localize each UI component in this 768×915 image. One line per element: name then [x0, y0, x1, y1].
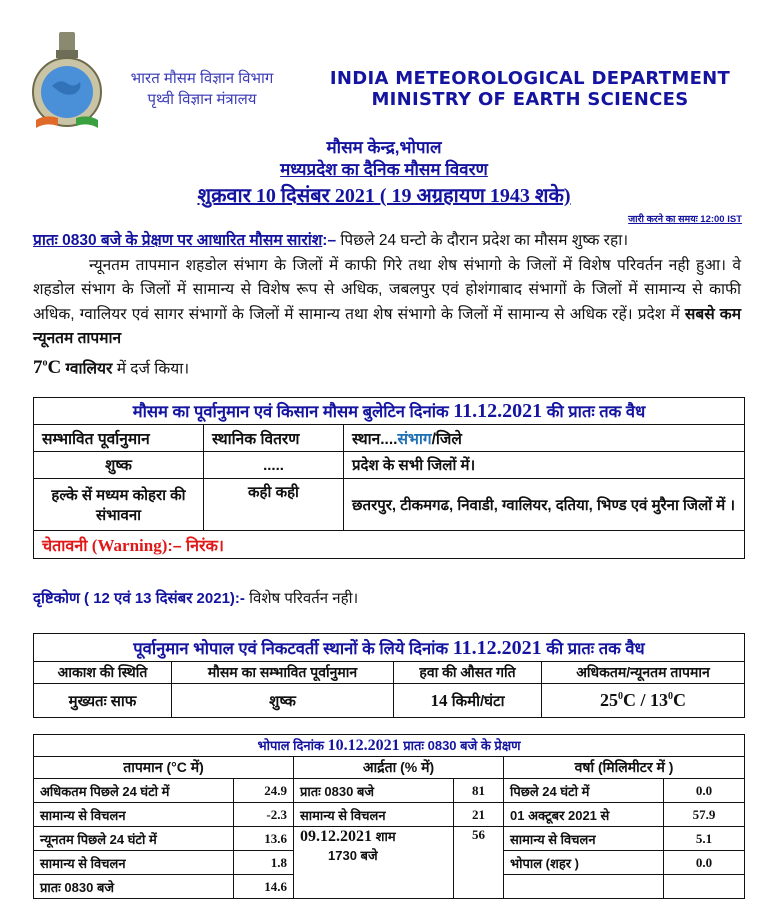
row-distribution: .....	[204, 452, 344, 479]
humidity-label: प्रातः 0830 बजे	[294, 779, 454, 803]
report-title	[0, 157, 768, 180]
warning-value: :– निरंक।	[167, 537, 224, 555]
humidity-value: 21	[454, 803, 504, 827]
rainfall-label: भोपाल (शहर )	[504, 851, 664, 875]
lowest-temp: 7$^o$C	[33, 357, 62, 379]
humidity-evening: शाम	[372, 829, 396, 844]
imd-emblem-icon	[30, 28, 104, 130]
caption-prefix: पूर्वानुमान भोपाल एवं निकटवर्ती स्थानों के लिये दिनांक	[133, 639, 453, 658]
header-district: /जिले	[431, 431, 462, 448]
bhopal-forecast-table	[33, 633, 745, 718]
warning-label: चेतावनी	[42, 537, 92, 555]
caption-suffix: की प्रातः तक वैध	[541, 639, 645, 658]
humidity-label: सामान्य से विचलन	[294, 803, 454, 827]
max-min-temp: $25^0C / 13^0C$	[542, 684, 745, 718]
observations-table	[33, 734, 745, 899]
lowest-temp-unit: C	[47, 357, 62, 379]
temp-unit: C	[622, 690, 636, 710]
english-ministry-name: MINISTRY OF EARTH SCIENCES	[371, 89, 689, 110]
caption-date: 11.12.2021	[453, 400, 543, 422]
warning-row	[34, 531, 745, 559]
caption-suffix: की प्रातः तक वैध	[542, 403, 646, 421]
temp-value: 13.6	[234, 827, 294, 851]
temp-label: सामान्य से विचलन	[34, 851, 234, 875]
english-dept-name: INDIA METEOROLOGICAL DEPARTMENT	[329, 68, 731, 89]
temp-label: प्रातः 0830 बजे	[34, 875, 234, 899]
rainfall-label: पिछले 24 घंटो में	[504, 779, 664, 803]
rainfall-value: 5.1	[664, 827, 745, 851]
row-location: प्रदेश के सभी जिलों में।	[344, 452, 745, 479]
table-row	[34, 779, 745, 803]
table-row	[34, 827, 745, 851]
table-row	[34, 479, 745, 531]
humidity-date: 09.12.2021	[300, 828, 372, 845]
report-date-text: शुक्रवार 10 दिसंबर 2021 ( 19 अग्रहायण 1943 शके)	[197, 185, 571, 207]
row-forecast: शुष्क	[34, 452, 204, 479]
forecast-table	[33, 397, 745, 559]
sky-condition: मुख्यतः साफ	[34, 684, 172, 718]
caption-prefix: भोपाल दिनांक	[257, 738, 328, 753]
outlook	[33, 588, 358, 608]
caption-date: 11.12.2021	[452, 636, 542, 659]
caption-date: 10.12.2021	[327, 737, 400, 754]
header-humidity: आर्द्रता (% में)	[294, 757, 504, 779]
header-division: संभाग	[397, 431, 432, 448]
header-location	[344, 425, 745, 452]
summary-text-1: पिछले 24 घन्टो के दौरान प्रदेश का मौसम शुष्क रहा।	[336, 232, 629, 249]
wind-unit: किमी/घंटा	[447, 692, 505, 710]
hindi-org-name	[112, 68, 292, 110]
table-row	[34, 684, 745, 718]
forecast-table-caption	[34, 398, 745, 425]
hindi-dept-name: भारत मौसम विज्ञान विभाग	[130, 70, 274, 87]
summary-text-2: न्यूनतम तापमान शहडोल संभाग के जिलों में काफी गिरे तथा शेष संभागो के जिलों में विशेष परिवर्तन नही हुआ। वे शहडोल संभाग के जिलों में सामान्य से विशेष रूप से अधिक, जबलपुर एवं होशंगाबाद संभागों के जिलों में सामान्य से काफी अधिक, ग्वालियर एवं सागर संभागों के जिलों में सामान्य तथा शेष संभागो के जिलों में सामान्य से अधिक रहें। प्रदेश में	[33, 256, 741, 323]
rainfall-label: 01 अक्टूबर 2021 से	[504, 803, 664, 827]
humidity-value: 56	[454, 827, 504, 899]
min-temp: 13	[650, 690, 668, 710]
summary-sep: :–	[322, 232, 337, 249]
outlook-label: दृष्टिकोण ( 12 एवं 13 दिसंबर 2021):-	[33, 590, 245, 607]
centre-name: मौसम केन्द्र,भोपाल	[326, 138, 442, 157]
lowest-temp-value: 7	[33, 357, 43, 379]
english-org-name	[318, 68, 742, 110]
max-temp: 25	[599, 690, 618, 710]
humidity-value: 81	[454, 779, 504, 803]
row-distribution: कही कही	[204, 479, 344, 531]
temp-value: 14.6	[234, 875, 294, 899]
temp-label: न्यूनतम पिछले 24 घंटो में	[34, 827, 234, 851]
rainfall-value: 0.0	[664, 779, 745, 803]
summary-heading: प्रातः 0830 बजे के प्रेक्षण पर आधारित मौसम सारांश	[33, 232, 323, 249]
wind-speed	[394, 684, 542, 718]
lowest-temp-phrase: सबसे कम न्यूनतम तापमान	[33, 305, 741, 348]
rainfall-value: 0.0	[664, 851, 745, 875]
rainfall-value: 57.9	[664, 803, 745, 827]
temp-value: -2.3	[234, 803, 294, 827]
header-temperature: तापमान (°C में)	[34, 757, 294, 779]
header-location-text: स्थान....	[352, 431, 398, 448]
temp-unit: C	[673, 690, 686, 710]
humidity-label	[294, 827, 454, 899]
outlook-text: विशेष परिवर्तन नही।	[244, 590, 359, 607]
report-title-text: मध्यप्रदेश का दैनिक मौसम विवरण	[280, 160, 488, 179]
table-row	[34, 452, 745, 479]
rainfall-label: सामान्य से विचलन	[504, 827, 664, 851]
temp-value: 1.8	[234, 851, 294, 875]
weather-summary	[33, 229, 741, 382]
header-rainfall: वर्षा (मिलिमीटर में )	[504, 757, 745, 779]
header-wind: हवा की औसत गति	[394, 662, 542, 684]
report-date	[0, 181, 768, 208]
header-distribution: स्थानिक वितरण	[204, 425, 344, 452]
header-weather: मौसम का सम्भावित पूर्वानुमान	[172, 662, 394, 684]
observations-caption	[34, 735, 745, 757]
humidity-time: 1730 बजे	[328, 848, 378, 863]
row-location: छतरपुर, टीकमगढ, निवाडी, ग्वालियर, दतिया, भिण्ड एवं मुरैना जिलों में ।	[344, 479, 745, 531]
issue-time: जारी करने का समयः 12:00 IST	[628, 214, 742, 225]
empty-cell	[504, 875, 664, 899]
table-row	[34, 803, 745, 827]
header-sky: आकाश की स्थिति	[34, 662, 172, 684]
temp-label: सामान्य से विचलन	[34, 803, 234, 827]
row-forecast: हल्के सें मध्यम कोहरा की संभावना	[34, 479, 204, 531]
temp-value: 24.9	[234, 779, 294, 803]
hindi-ministry-name: पृथ्वी विज्ञान मंत्रालय	[147, 91, 257, 108]
weather-forecast: शुष्क	[172, 684, 394, 718]
header-temp: अधिकतम/न्यूनतम तापमान	[542, 662, 745, 684]
lowest-temp-place: ग्वालियर	[61, 360, 113, 378]
summary-text-3: में दर्ज किया।	[112, 360, 190, 378]
warning-label-eng: (Warning)	[91, 535, 168, 555]
caption-prefix: मौसम का पूर्वानुमान एवं किसान मौसम बुलेटिन दिनांक	[132, 403, 454, 421]
bhopal-forecast-caption	[34, 634, 745, 662]
empty-cell	[664, 875, 745, 899]
temp-label: अधिकतम पिछले 24 घंटो में	[34, 779, 234, 803]
wind-value: 14	[430, 690, 448, 710]
header-forecast: सम्भावित पूर्वानुमान	[34, 425, 204, 452]
caption-suffix: प्रातः 0830 बजे के प्रेक्षण	[399, 738, 521, 753]
